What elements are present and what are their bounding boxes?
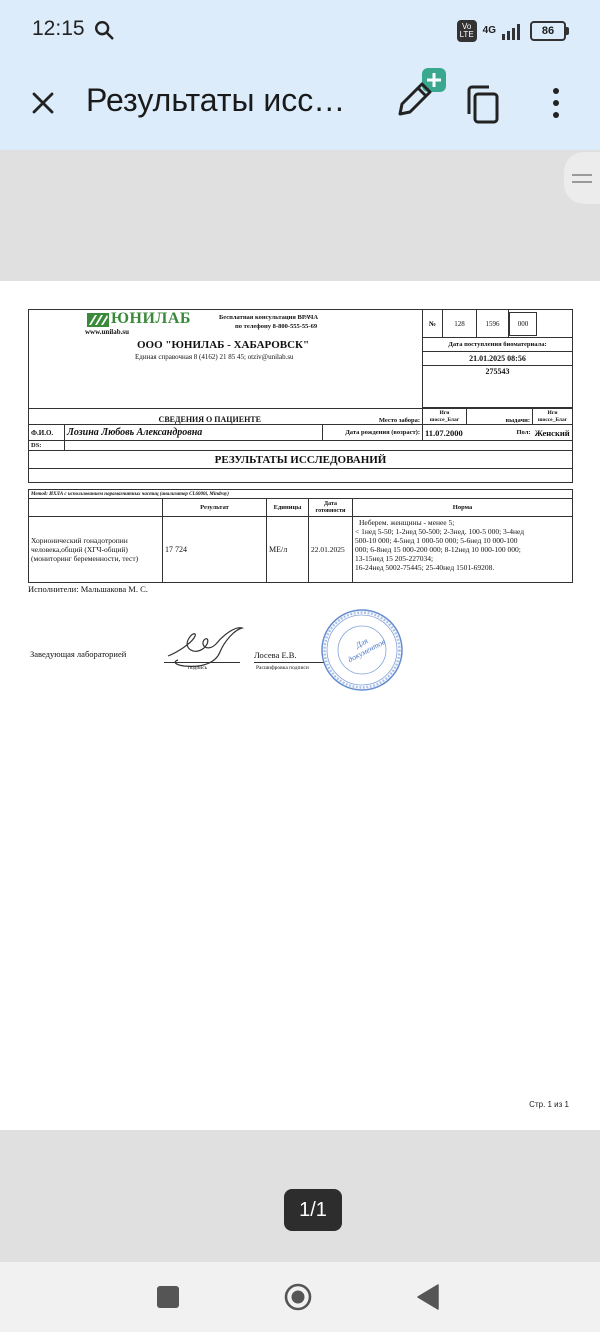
- head-label: Заведующая лабораторией: [30, 649, 127, 659]
- signal-icon: [502, 22, 524, 40]
- status-bar: [0, 0, 600, 60]
- system-nav-bar: [0, 1262, 600, 1332]
- ds-value: [65, 441, 573, 451]
- battery-icon: 86: [530, 21, 566, 41]
- page-number: Стр. 1 из 1: [529, 1100, 569, 1109]
- executors: Исполнители: Мальшакова М. С.: [28, 584, 148, 594]
- patient-header: СВЕДЕНИЯ О ПАЦИЕНТЕ: [29, 409, 323, 425]
- ds-label: DS:: [29, 441, 65, 451]
- patient-table: [28, 408, 573, 483]
- sample-place-label: Место забора:: [323, 409, 423, 425]
- norm-line: 500-10 000; 4-5нед 1 000-50 000; 5-6нед 10 000-100: [355, 536, 518, 545]
- col-ready: Дата готовности: [309, 499, 353, 517]
- arrival-date: 21.01.2025 08:56: [423, 352, 573, 366]
- org-contacts: Единая справочная 8 (4162) 21 85 45; otziv@unilab.su: [135, 353, 294, 361]
- lab-header-cell: [29, 310, 423, 408]
- results-table: [28, 489, 573, 583]
- empty-row: [29, 469, 573, 483]
- status-indicators: [457, 18, 566, 44]
- lab-stamp: [320, 608, 404, 692]
- close-icon[interactable]: [26, 86, 60, 120]
- test-units: МЕ/л: [267, 517, 309, 583]
- document-title: Результаты исс…: [86, 82, 346, 118]
- patient-dob: 11.07.2000: [423, 425, 467, 441]
- col-test: [29, 499, 163, 517]
- sample-no-1: 128: [443, 310, 477, 338]
- page-indicator: 1/1: [284, 1189, 342, 1231]
- sample-no-2: 1596: [477, 310, 509, 338]
- sex-label: Пол:: [467, 425, 533, 441]
- unilab-logo-icon: [87, 313, 109, 327]
- app-bar: [0, 60, 600, 150]
- org-name: ООО "ЮНИЛАБ - ХАБАРОВСК": [137, 339, 310, 351]
- col-result: Результат: [163, 499, 267, 517]
- test-norm: [353, 517, 573, 583]
- name-caption: Расшифровка подписи: [256, 665, 309, 671]
- home-icon[interactable]: [284, 1283, 312, 1311]
- test-result: 17 724: [163, 517, 267, 583]
- report-header-table: [28, 309, 573, 408]
- sign-line: [164, 662, 240, 663]
- sample-code: 275543: [423, 366, 573, 408]
- consult-label: Бесплатная консультация ВРАЧА: [219, 314, 319, 321]
- lab-brand: ЮНИЛАБ: [111, 310, 191, 327]
- recents-icon[interactable]: [157, 1286, 179, 1308]
- consult-phone: по телефону 8-800-555-55-69: [235, 323, 318, 330]
- arrival-label: Дата поступления биоматериала:: [423, 338, 573, 352]
- fio-label: Ф.И.О.: [29, 425, 65, 441]
- sign-caption: подпись: [188, 665, 208, 671]
- issue-place: Иги шоссе_Благ: [533, 409, 573, 425]
- dob-label: Дата рождения (возраст):: [323, 425, 423, 441]
- pdf-page: [0, 281, 600, 1130]
- patient-name: Лозина Любовь Александровна: [65, 425, 323, 441]
- col-norm: Норма: [353, 499, 573, 517]
- table-row: [29, 517, 573, 583]
- test-ready-date: 22.01.2025: [309, 517, 353, 583]
- lab-site: www.unilab.su: [85, 328, 129, 336]
- copy-icon[interactable]: [463, 82, 503, 126]
- name-line: [254, 662, 324, 663]
- volte-icon: Vo LTE: [457, 20, 477, 42]
- results-title: РЕЗУЛЬТАТЫ ИССЛЕДОВАНИЙ: [29, 451, 573, 469]
- test-name: Хорионический гонадотропин человека,общий (ХГЧ-общий) (мониторинг беременности, тест): [29, 517, 163, 583]
- sample-no-3-cell: [509, 310, 573, 338]
- lab-report: [28, 309, 572, 712]
- no-label: №: [423, 310, 443, 338]
- head-name: Лосева Е.В.: [254, 650, 297, 660]
- norm-line: < 1нед 5-50; 1-2нед 50-500; 2-3нед. 100-5 000; 3-4нед: [355, 527, 525, 536]
- stamp-text: Для документов: [346, 636, 387, 665]
- method-text: Метод: ИХЛА с использованием парамагнитных частиц (анализатор CL6000i, Mindray): [29, 490, 573, 499]
- search-icon: [93, 19, 115, 41]
- sample-place: Иги шоссе_Благ: [423, 409, 467, 425]
- norm-line: 13-15нед 15 205-227034;: [355, 554, 434, 563]
- col-units: Единицы: [267, 499, 309, 517]
- sample-no-3: 000: [509, 312, 537, 336]
- network-type: 4G: [482, 25, 496, 36]
- more-vert-icon[interactable]: [546, 84, 566, 124]
- edit-pen-icon[interactable]: [392, 66, 448, 122]
- status-time: 12:15: [32, 17, 85, 40]
- back-icon[interactable]: [416, 1284, 440, 1310]
- norm-line: 000; 6-8нед 15 000-200 000; 8-12нед 10 000-100 000;: [355, 545, 521, 554]
- norm-line: Неберем. женщины - менее 5;: [359, 518, 455, 527]
- fast-scroll-handle[interactable]: [564, 152, 600, 204]
- issue-label: выдачи:: [467, 409, 533, 425]
- patient-sex: Женский: [533, 425, 573, 441]
- norm-line: 16-24нед 5002-75445; 25-40нед 1501-69208.: [355, 563, 495, 572]
- signature-block: [28, 602, 572, 712]
